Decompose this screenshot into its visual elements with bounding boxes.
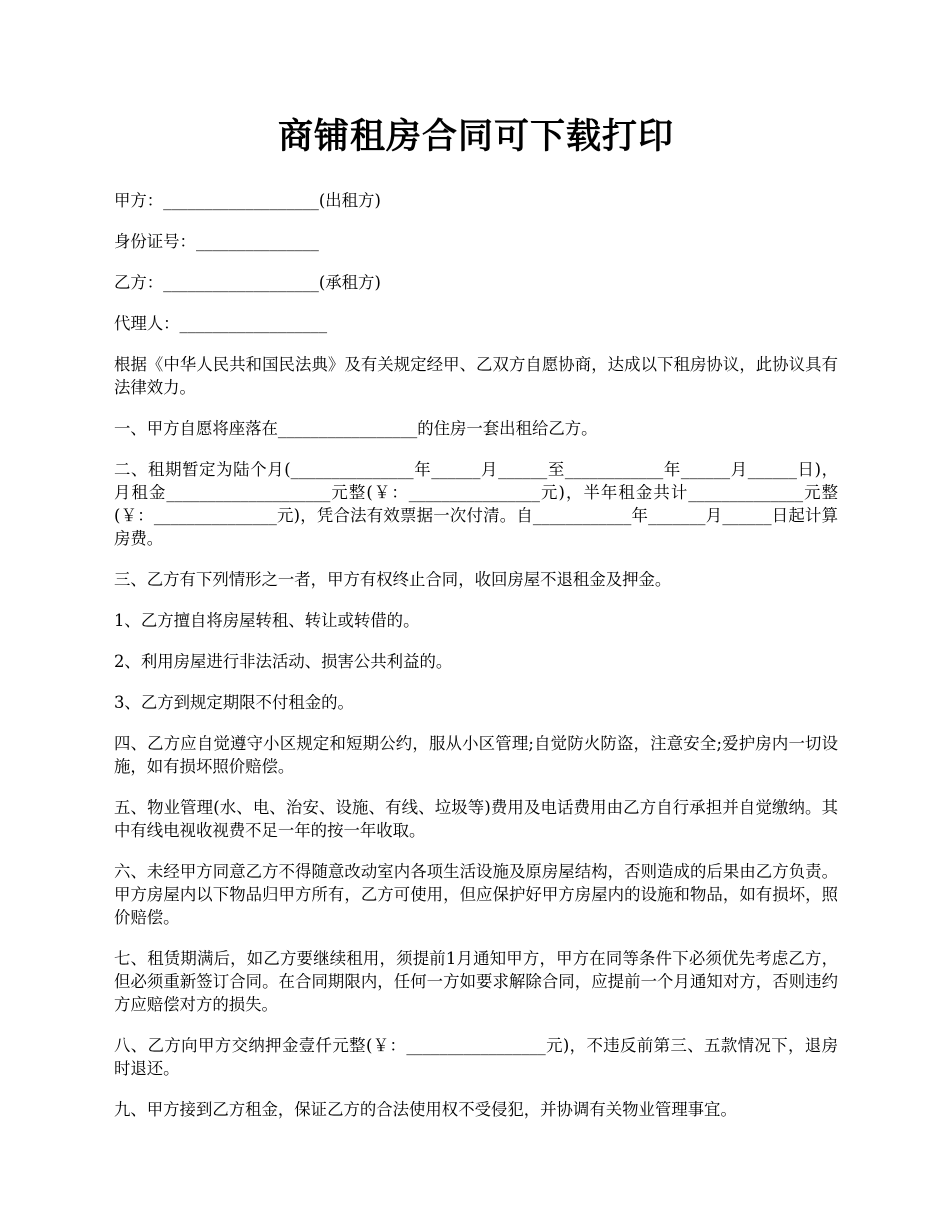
preamble-paragraph: 根据《中华人民共和国民法典》及有关规定经甲、乙双方自愿协商，达成以下租房协议，此协议具有法律效力。	[114, 355, 838, 397]
document-title: 商铺租房合同可下载打印	[277, 117, 674, 157]
id-number-line: 身份证号：_______________	[114, 232, 319, 251]
clause-8: 八、乙方向甲方交纳押金壹仟元整(￥：_________________元)，不违反前第三、五款情况下，退房时退还。	[114, 1036, 838, 1078]
agent-line: 代理人：__________________	[114, 314, 328, 333]
party-b-line: 乙方：___________________(承租方)	[114, 273, 381, 292]
clause-9: 九、甲方接到乙方租金，保证乙方的合法使用权不受侵犯，并协调有关物业管理事宜。	[114, 1100, 737, 1119]
clause-3-item-3: 3、乙方到规定期限不付租金的。	[114, 693, 354, 712]
party-a-line: 甲方：___________________(出租方)	[114, 191, 381, 210]
clause-3-item-1: 1、乙方擅自将房屋转租、转让或转借的。	[114, 611, 420, 630]
clause-3: 三、乙方有下列情形之一者，甲方有权终止合同，收回房屋不退租金及押金。	[114, 570, 672, 589]
clause-7: 七、租赁期满后，如乙方要继续租用，须提前1月通知甲方，甲方在同等条件下必须优先考虑乙方，但必须重新签订合同。在合同期限内，任何一方如要求解除合同，应提前一个月通知对方，否则违约方应赔偿对方的损失。	[114, 949, 838, 1014]
clause-1: 一、甲方自愿将座落在_________________的住房一套出租给乙方。	[114, 419, 598, 438]
clause-4: 四、乙方应自觉遵守小区规定和短期公约，服从小区管理;自觉防火防盗，注意安全;爱护房内一切设施，如有损坏照价赔偿。	[114, 734, 838, 776]
clause-5: 五、物业管理(水、电、治安、设施、有线、垃圾等)费用及电话费用由乙方自行承担并自觉缴纳。其中有线电视收视费不足一年的按一年收取。	[114, 798, 838, 840]
clause-6: 六、未经甲方同意乙方不得随意改动室内各项生活设施及原房屋结构，否则造成的后果由乙方负责。甲方房屋内以下物品归甲方所有，乙方可使用，但应保护好甲方房屋内的设施和物品，如有损坏，照价赔偿。	[114, 862, 838, 927]
clause-2: 二、租期暂定为陆个月(_______________年______月______至____________年______月______日)，月租金____________________元整(￥：________________元)，半年租金共计______________元整(￥：_______________元)，凭合法有效票据一次付清。自____________年_______月______日起计算房费。	[114, 460, 838, 548]
clause-3-item-2: 2、利用房屋进行非法活动、损害公共利益的。	[114, 652, 453, 671]
